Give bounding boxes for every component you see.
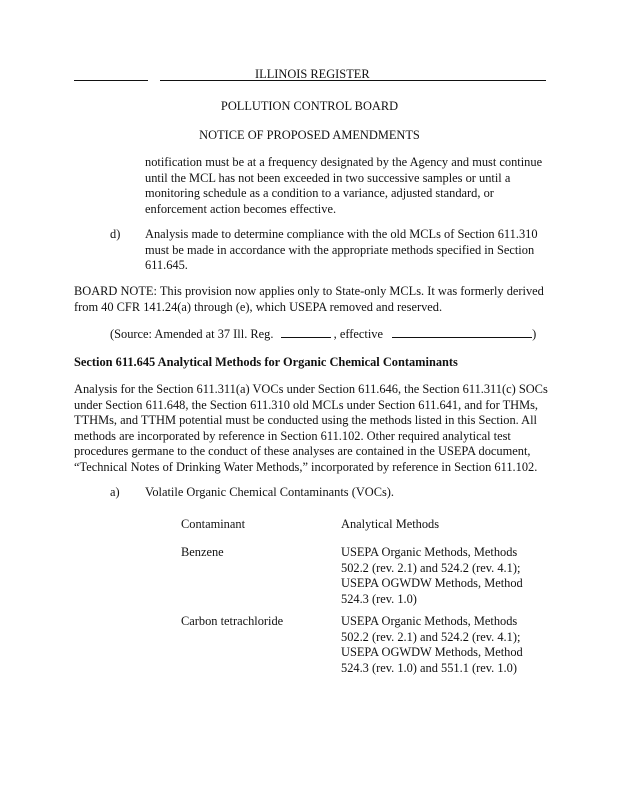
table-row-methods <box>341 545 523 607</box>
paragraph-line: BOARD NOTE: This provision now applies only to State-only MCLs. It was formerly derived <box>74 284 544 298</box>
paragraph-line: procedures germane to the conduct of these analyses are contained in the USEPA document, <box>74 444 531 459</box>
paragraph-line: under Section 611.648, the Section 611.310 old MCLs under Section 611.641, and for THMs, <box>74 397 539 412</box>
paragraph-line: “Technical Notes of Drinking Water Methods,” incorporated by reference in Section 611.102. <box>74 459 538 474</box>
paragraph-line: Analysis made to determine compliance with the old MCLs of Section 611.310 <box>145 227 538 241</box>
table-row-contaminant: Carbon tetrachloride <box>181 614 284 628</box>
paragraph-line: TTHMs, and TTHM potential must be conducted using the methods listed in this Section. All <box>74 413 537 428</box>
source-prefix: (Source: Amended at 37 Ill. Reg. <box>110 327 274 341</box>
source-middle: , effective <box>333 327 383 341</box>
paragraph-line: notification must be at a frequency designated by the Agency and must continue <box>145 155 543 169</box>
paragraph-line: methods are incorporated by reference in Section 611.102. Other required analytical test <box>74 428 511 443</box>
paragraph-line: 611.645. <box>145 258 188 273</box>
source-line <box>110 327 536 342</box>
method-line: 502.2 (rev. 2.1) and 524.2 (rev. 4.1); <box>341 560 521 575</box>
table-row-methods <box>341 614 523 676</box>
item-d-paragraph <box>145 227 538 274</box>
section-heading: Section 611.645 Analytical Methods for Organic Chemical Contaminants <box>74 355 458 369</box>
board-note <box>74 284 544 315</box>
method-line: USEPA OGWDW Methods, Method <box>341 576 523 591</box>
method-line: 524.3 (rev. 1.0) <box>341 591 417 606</box>
method-line: 524.3 (rev. 1.0) and 551.1 (rev. 1.0) <box>341 660 517 675</box>
item-a-marker: a) <box>110 485 120 499</box>
table-header-contaminant: Contaminant <box>181 517 246 531</box>
source-suffix: ) <box>532 327 537 341</box>
method-line: USEPA Organic Methods, Methods <box>341 545 518 559</box>
item-a-text: Volatile Organic Chemical Contaminants (VOCs). <box>145 485 395 499</box>
blank-line <box>281 327 331 338</box>
table-header-methods: Analytical Methods <box>341 517 440 531</box>
method-line: USEPA Organic Methods, Methods <box>341 614 518 628</box>
section-paragraph <box>74 382 548 476</box>
method-line: 502.2 (rev. 2.1) and 524.2 (rev. 4.1); <box>341 629 521 644</box>
paragraph-line: Analysis for the Section 611.311(a) VOCs under Section 611.646, the Section 611.311(c) SOCs <box>74 382 548 396</box>
board-title: POLLUTION CONTROL BOARD <box>220 99 399 113</box>
paragraph-line: monitoring schedule as a condition to a variance, adjusted standard, or <box>145 186 494 201</box>
blank-line <box>392 327 532 338</box>
notice-title: NOTICE OF PROPOSED AMENDMENTS <box>199 128 420 142</box>
header-rule-left <box>74 80 148 81</box>
register-title: ILLINOIS REGISTER <box>255 67 370 81</box>
table-row-contaminant: Benzene <box>181 545 224 559</box>
paragraph-line: until the MCL has not been exceeded in two successive samples or until a <box>145 170 511 185</box>
method-line: USEPA OGWDW Methods, Method <box>341 645 523 660</box>
continued-paragraph <box>145 155 542 217</box>
item-d-marker: d) <box>110 227 121 241</box>
paragraph-line: enforcement action becomes effective. <box>145 201 337 216</box>
paragraph-line: from 40 CFR 141.24(a) through (e), which USEPA removed and reserved. <box>74 299 443 314</box>
paragraph-line: must be made in accordance with the appropriate methods specified in Section <box>145 242 535 257</box>
